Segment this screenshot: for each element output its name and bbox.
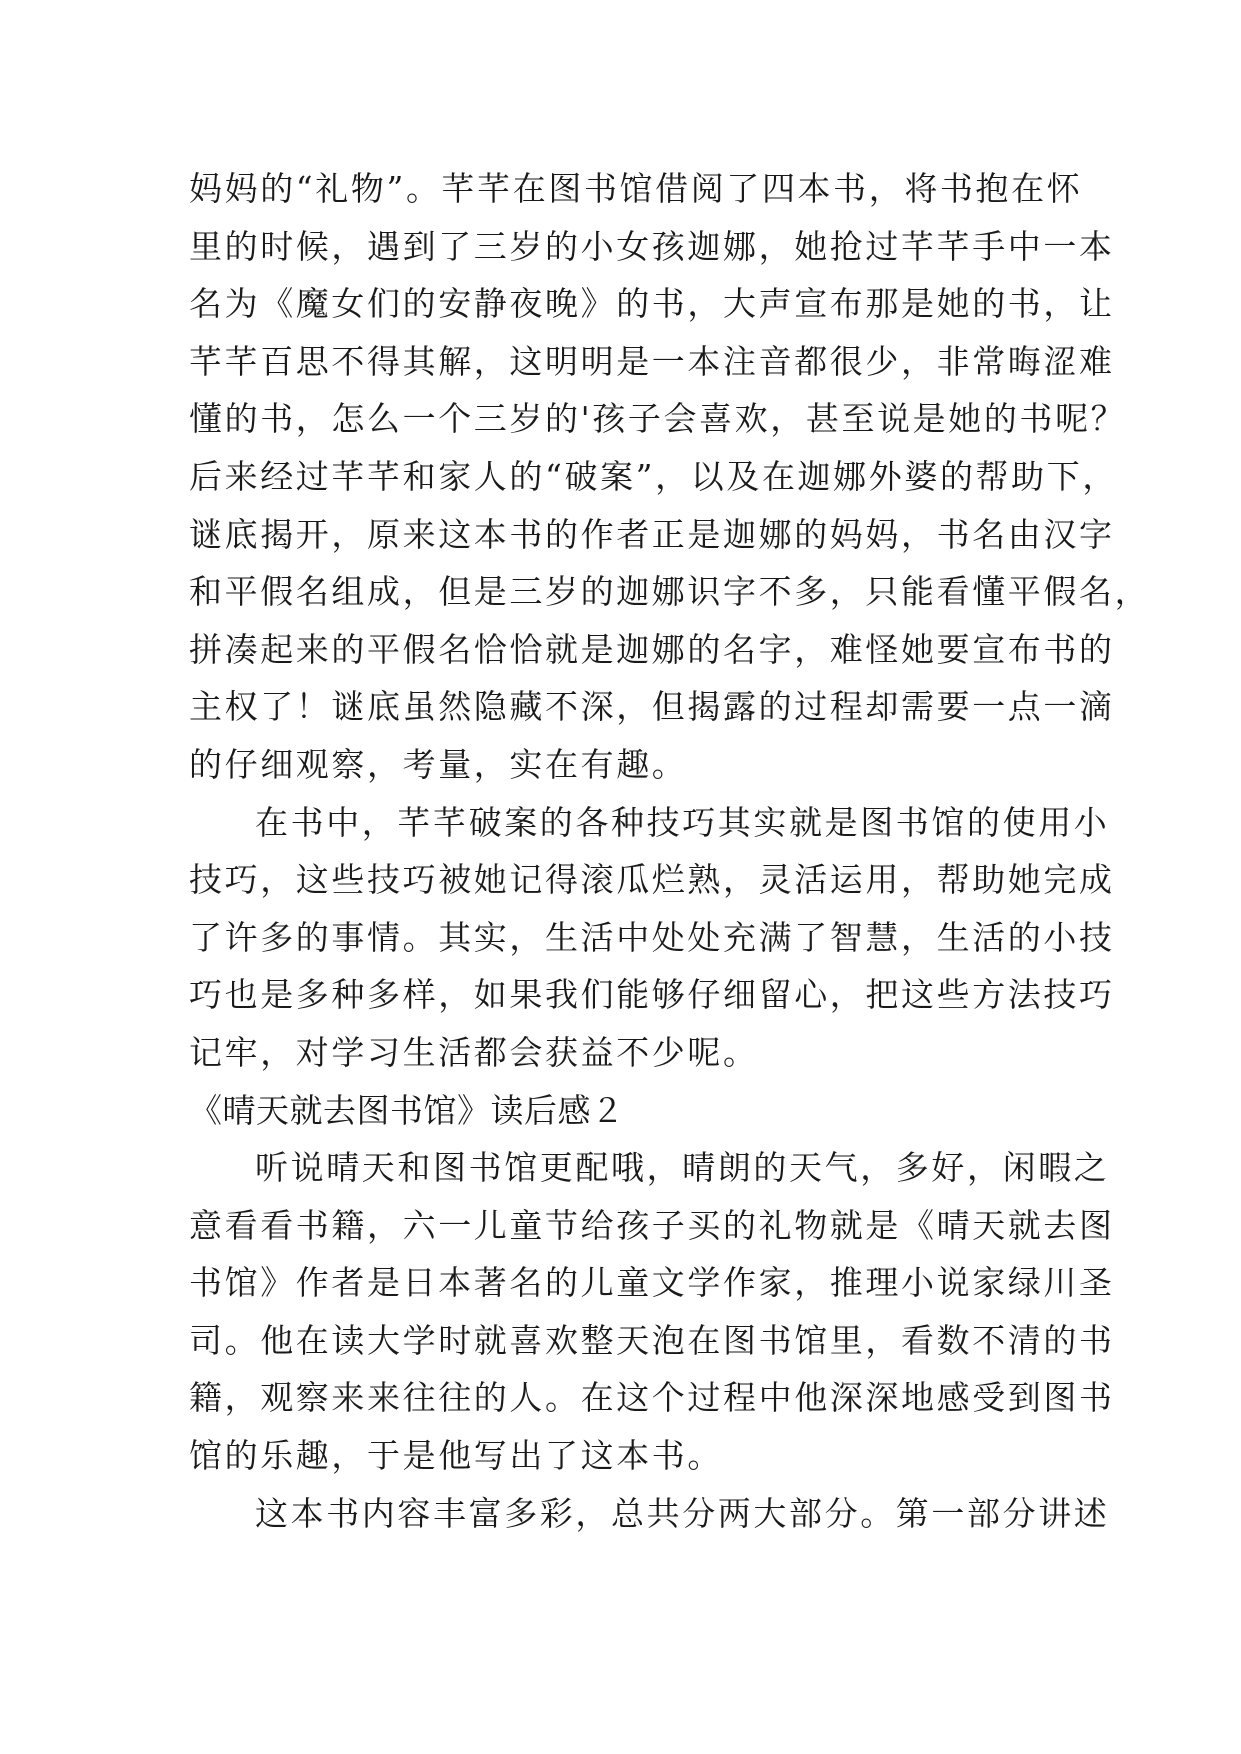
paragraph-1 bbox=[189, 160, 1151, 794]
text-line: 巧也是多种多样，如果我们能够仔细留心，把这些方法技巧 bbox=[189, 975, 1115, 1015]
document-body bbox=[189, 160, 1151, 1542]
text-line: 籍，观察来来往往的人。在这个过程中他深深地感受到图书 bbox=[189, 1378, 1115, 1418]
text-line: 书馆》作者是日本著名的儿童文学作家，推理小说家绿川圣 bbox=[189, 1263, 1115, 1303]
text-line: 在书中，芊芊破案的各种技巧其实就是图书馆的使用小 bbox=[255, 802, 1110, 842]
text-line: 谜底揭开，原来这本书的作者正是迦娜的妈妈，书名由汉字 bbox=[189, 514, 1115, 554]
text-line: 技巧，这些技巧被她记得滚瓜烂熟，灵活运用，帮助她完成 bbox=[189, 860, 1115, 900]
text-line: 主权了！谜底虽然隐藏不深，但揭露的过程却需要一点一滴 bbox=[189, 687, 1115, 727]
text-line: 这本书内容丰富多彩，总共分两大部分。第一部分讲述 bbox=[255, 1493, 1110, 1533]
text-line: 妈妈的“礼物”。芊芊在图书馆借阅了四本书，将书抱在怀 bbox=[189, 169, 1083, 208]
text-line: 里的时候，遇到了三岁的小女孩迦娜，她抢过芊芊手中一本 bbox=[189, 226, 1115, 266]
text-line: 和平假名组成，但是三岁的迦娜识字不多，只能看懂平假名， bbox=[189, 572, 1151, 612]
text-line: 听说晴天和图书馆更配哦，晴朗的天气，多好，闲暇之 bbox=[255, 1148, 1110, 1188]
paragraph-4 bbox=[189, 1485, 1110, 1543]
text-line: 馆的乐趣，于是他写出了这本书。 bbox=[189, 1436, 723, 1476]
text-line: 司。他在读大学时就喜欢整天泡在图书馆里，看数不清的书 bbox=[189, 1320, 1115, 1360]
text-line: 了许多的事情。其实，生活中处处充满了智慧，生活的小技 bbox=[189, 917, 1115, 957]
text-line: 名为《魔女们的安静夜晚》的书，大声宣布那是她的书，让 bbox=[189, 284, 1115, 324]
text-line: 懂的书，怎么一个三岁的'孩子会喜欢，甚至说是她的书呢？ bbox=[189, 399, 1127, 439]
text-line: 后来经过芊芊和家人的“破案”，以及在迦娜外婆的帮助下， bbox=[189, 456, 1118, 496]
paragraph-3 bbox=[189, 1139, 1115, 1485]
paragraph-2 bbox=[189, 794, 1115, 1082]
text-line: 记牢，对学习生活都会获益不少呢。 bbox=[189, 1032, 759, 1072]
text-line: 的仔细观察，考量，实在有趣。 bbox=[189, 744, 688, 784]
section-heading: 《晴天就去图书馆》读后感２ bbox=[189, 1090, 625, 1130]
text-line: 芊芊百思不得其解，这明明是一本注音都很少，非常晦涩难 bbox=[189, 341, 1115, 381]
text-line: 拼凑起来的平假名恰恰就是迦娜的名字，难怪她要宣布书的 bbox=[189, 629, 1115, 669]
text-line: 意看看书籍，六一儿童节给孩子买的礼物就是《晴天就去图 bbox=[189, 1205, 1115, 1245]
